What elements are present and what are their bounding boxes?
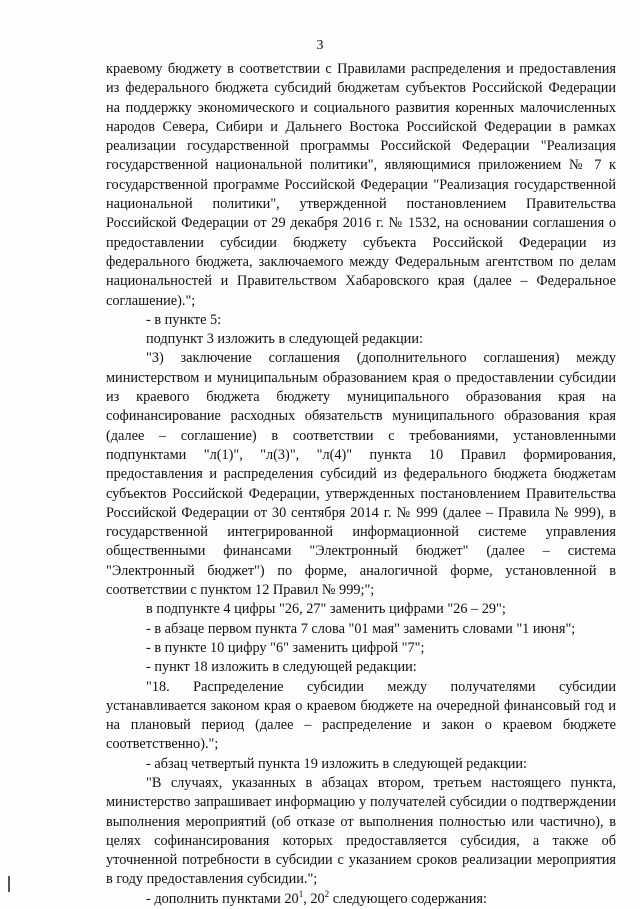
scan-margin-mark xyxy=(8,876,10,892)
paragraph-item-18-text: "18. Распределение субсидии между получателями субсидии устанавливается законом края о краевом бюджете на очередной финансовый год и на плановый период (далее – распределение и закон о краевом бюджете соответственно)."; xyxy=(106,678,616,753)
add-items-text-end: следующего содержания: xyxy=(329,890,487,907)
add-items-text-start: - дополнить пунктами 20 xyxy=(146,890,299,907)
superscript-2: 2 xyxy=(324,889,330,899)
document-body xyxy=(106,60,616,909)
paragraph-add-items-20 xyxy=(106,890,616,909)
superscript-1: 1 xyxy=(298,889,304,899)
paragraph-item-7: - в абзаце первом пункта 7 слова "01 мая" заменить словами "1 июня"; xyxy=(146,620,576,637)
page-number: 3 xyxy=(316,38,324,53)
paragraph-subitem-3-text: "3) заключение соглашения (дополнительного соглашения) между министерством и муниципальным образованием края о предоставлении субсидии из краевого бюджета бюджету муниципального образования края на софинансирование расходных обязательств муниципального образования края (далее – соглашение) в соответствии с требованиями, установленными подпунктами "л(1)", "л(3)", "л(4)" пункта 10 Правил формирования, предоставления и распределения субсидий из федерального бюджета бюджетам субъектов Российской Федерации, утвержденных постановлением Правительства Российской Федерации от 30 сентября 2014 г. № 999 (далее – Правила № 999), в государственной интегрированной информационной системе управления общественными финансами "Электронный бюджет" (далее – система "Электронный бюджет") по форме, аналогичной форме, установленной в соответствии с пунктом 12 Правил № 999;"; xyxy=(106,350,616,599)
paragraph-item-19-intro: - абзац четвертый пункта 19 изложить в следующей редакции: xyxy=(146,755,527,772)
paragraph-subitem-3-intro: подпункт 3 изложить в следующей редакции: xyxy=(146,331,423,348)
paragraph-item-18-intro: - пункт 18 изложить в следующей редакции: xyxy=(146,659,417,676)
paragraph-subitem-4: в подпункте 4 цифры "26, 27" заменить цифрами "26 – 29"; xyxy=(146,601,506,618)
paragraph-item-5: - в пункте 5: xyxy=(146,311,222,328)
paragraph-subsidy-rules: краевому бюджету в соответствии с Правилами распределения и предоставления из федерального бюджета субсидий бюджетам субъектов Российской Федерации на поддержку экономического и социального развития коренных малочисленных народов Севера, Сибири и Дальнего Востока Российской Федерации в рамках реализации государственной программы Российской Федерации "Реализация государственной национальной политики", являющимися приложением № 7 к государственной программе Российской Федерации "Реализация государственной национальной политики", утвержденной постановлением Правительства Российской Федерации от 29 декабря 2016 г. № 1532, на основании соглашения о предоставлении субсидии бюджету субъекта Российской Федерации из федерального бюджета, заключаемого между Федеральным агентством по делам национальностей и Правительством Хабаровского края (далее – Федеральное соглашение)."; xyxy=(106,61,616,309)
paragraph-item-19-text: "В случаях, указанных в абзацах втором, третьем настоящего пункта, министерство запрашивает информацию у получателей субсидии о подтверждении выполнения мероприятий (об отказе от выполнения полностью или частично), в целях софинансирования которых предоставляется субсидия, а также об уточненной потребности в субсидии с указанием сроков реализации мероприятия в году предоставления субсидии."; xyxy=(106,774,616,888)
paragraph-item-10: - в пункте 10 цифру "6" заменить цифрой "7"; xyxy=(146,639,425,656)
add-items-text-middle: , 20 xyxy=(303,890,325,907)
